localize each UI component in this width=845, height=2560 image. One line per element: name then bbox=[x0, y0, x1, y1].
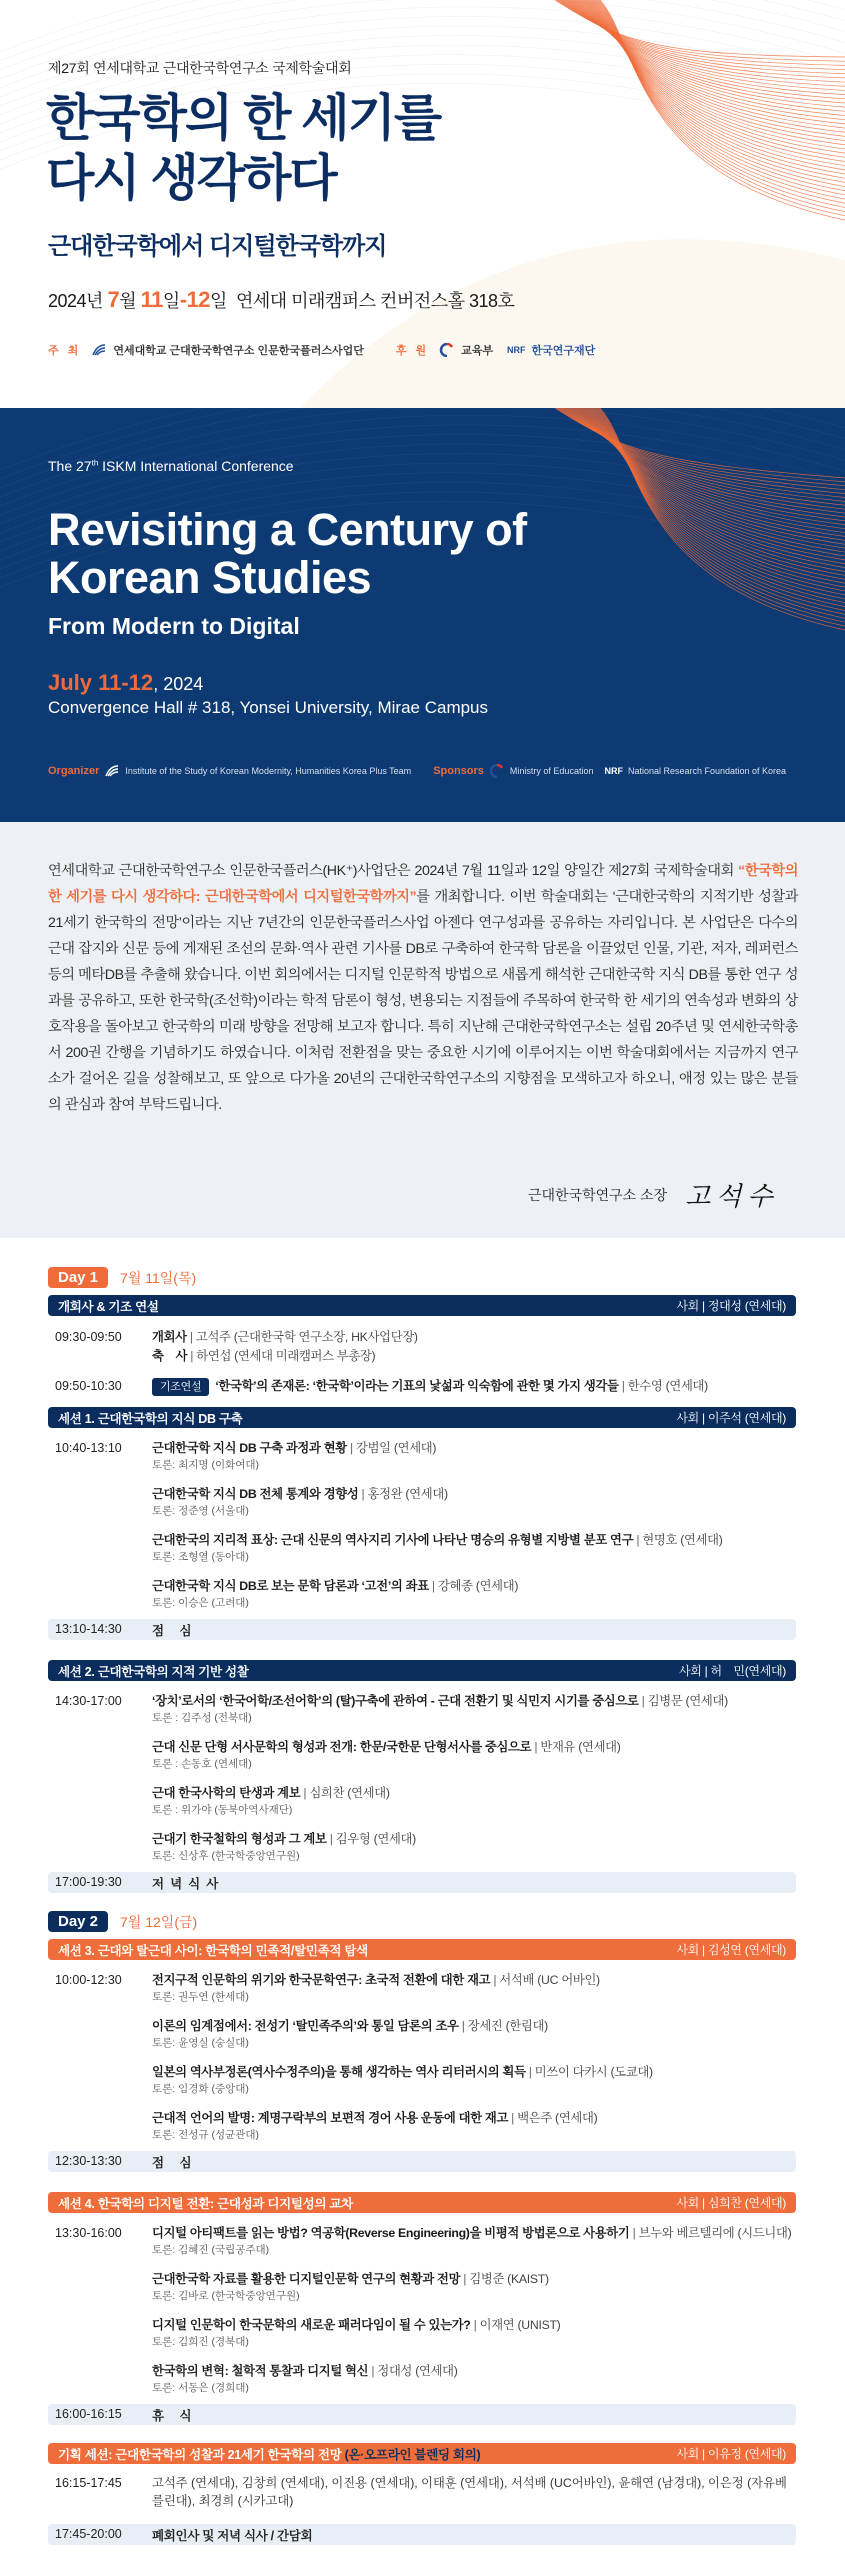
organizers-row bbox=[48, 342, 595, 358]
series-suffix: th bbox=[91, 458, 99, 468]
paper-item bbox=[152, 1485, 796, 1519]
english-title-line-2: Korean Studies bbox=[48, 552, 372, 603]
korean-hero bbox=[0, 0, 845, 408]
day-header bbox=[48, 1267, 796, 1288]
presenter: | 김병문 (연세대) bbox=[639, 1694, 728, 1708]
organizer-name: Institute of the Study of Korean Modernity, Humanities Korea Plus Team bbox=[125, 766, 412, 776]
series-name: ISKM International Conference bbox=[98, 458, 294, 474]
time-range: 09:50-10:30 bbox=[55, 1379, 122, 1393]
time-range: 16:15-17:45 bbox=[55, 2476, 122, 2490]
session-header bbox=[48, 2443, 796, 2464]
discussant: 토론: 서동은 (경희대) bbox=[152, 2382, 249, 2394]
discussant: 토론: 김희진 (경북대) bbox=[152, 2336, 249, 2348]
presenter: | 김병준 (KAIST) bbox=[460, 2272, 549, 2286]
paper-title: 이론의 임계점에서: 전성기 ‘탈민족주의’와 통일 담론의 조우 bbox=[152, 2019, 459, 2033]
session-chair: 사회 | 이유정 (연세대) bbox=[676, 2447, 786, 2461]
break-label: 저녁식사 bbox=[152, 1876, 225, 1891]
session-chair: 사회 | 이주석 (연세대) bbox=[676, 1411, 786, 1425]
paper-item bbox=[152, 1439, 796, 1473]
day-header bbox=[48, 1911, 796, 1932]
session-title-text: 세션 3. 근대와 탈근대 사이: 한국학의 민족적/탈민족적 탐색 bbox=[58, 1943, 368, 1958]
greeting-section bbox=[0, 822, 845, 1238]
paper-item bbox=[152, 2224, 796, 2258]
session-chair: 사회 | 허 민(연세대) bbox=[678, 1664, 786, 1678]
session-chair: 사회 | 심희찬 (연세대) bbox=[676, 2196, 786, 2210]
session-title-text: 세션 1. 근대한국학의 지식 DB 구축 bbox=[58, 1411, 243, 1426]
presenter: | 강혜종 (연세대) bbox=[429, 1579, 518, 1593]
organizer-label: 주 최 bbox=[48, 345, 82, 357]
session-title bbox=[58, 1662, 249, 1680]
break-label: 폐회인사 및 저녁 식사 / 간담회 bbox=[152, 2528, 313, 2543]
director-title: 근대한국학연구소 소장 bbox=[528, 1186, 668, 1203]
date-month-unit: 월 bbox=[119, 291, 141, 311]
date-year: 2024년 bbox=[48, 291, 108, 311]
background-wave-line bbox=[0, 0, 845, 60]
nrf-logo-icon: NRF bbox=[507, 345, 526, 355]
paper-title: 근대적 언어의 발명: 계명구락부의 보편적 경어 사용 운동에 대한 재고 bbox=[152, 2111, 509, 2125]
presenter: | 김우형 (연세대) bbox=[327, 1832, 416, 1846]
organizer-name: 연세대학교 근대한국학연구소 인문한국플러스사업단 bbox=[113, 345, 364, 357]
paper-title: 근대 한국사학의 탄생과 계보 bbox=[152, 1786, 301, 1800]
session-header bbox=[48, 1939, 796, 1960]
yonsei-logo-icon bbox=[91, 343, 107, 357]
break-label: 점 심 bbox=[152, 1623, 198, 1638]
discussant: 토론 : 김주성 (전북대) bbox=[152, 1712, 252, 1724]
ribbon-line bbox=[572, 408, 845, 536]
english-hero bbox=[0, 408, 845, 822]
day-date: 7월 12일(금) bbox=[120, 1913, 198, 1930]
english-title-line-1: Revisiting a Century of bbox=[48, 504, 527, 555]
conference-title-highlight: “한국학의 한 세기를 다시 생각하다: 근대한국학에서 디지털한국학까지” bbox=[48, 863, 798, 905]
paper-item bbox=[152, 1830, 796, 1864]
discussant: 토론: 정준영 (서울대) bbox=[152, 1505, 249, 1517]
discussant: 토론: 윤영실 (숭실대) bbox=[152, 2037, 249, 2049]
day-badge: Day 2 bbox=[48, 1911, 108, 1932]
english-organizers-row bbox=[48, 764, 786, 778]
title-line-1: 한국학의 한 세기를 bbox=[46, 90, 441, 146]
discussant: 토론: 조형열 (동아대) bbox=[152, 1551, 249, 1563]
program-schedule bbox=[48, 1267, 796, 2545]
paper-title: 근대 신문 단형 서사문학의 형성과 전개: 한문/국한문 단형서사를 중심으로 bbox=[152, 1740, 532, 1754]
break-label: 점 심 bbox=[152, 2155, 198, 2170]
schedule-row bbox=[48, 1328, 796, 1366]
date-month: 7 bbox=[107, 287, 120, 312]
break-row bbox=[48, 2524, 796, 2545]
item-speaker: | 고석주 (근대한국학 연구소장, HK사업단장) bbox=[187, 1330, 418, 1344]
background-wave-line bbox=[0, 408, 845, 487]
discussant: 토론: 최지명 (이화여대) bbox=[152, 1459, 260, 1471]
paper-item bbox=[152, 2109, 796, 2143]
title-line-2: 다시 생각하다 bbox=[46, 150, 336, 206]
date-day1-unit: 일 bbox=[162, 291, 180, 311]
paper-title: 근대한국학 자료를 활용한 디지털인문학 연구의 현황과 전망 bbox=[152, 2272, 461, 2286]
subtitle: 근대한국학에서 디지털한국학까지 bbox=[48, 233, 387, 260]
paper-title: 근대한국학 지식 DB 구축 과정과 현황 bbox=[152, 1441, 347, 1455]
nrf-logo-icon: NRF bbox=[604, 766, 623, 776]
session-title-text: 세션 2. 근대한국학의 지적 기반 성찰 bbox=[58, 1664, 249, 1679]
english-subtitle: From Modern to Digital bbox=[48, 613, 300, 639]
director-signature-block bbox=[528, 1176, 779, 1213]
session-slot bbox=[48, 1681, 796, 1872]
paper-title: 근대기 한국철학의 형성과 그 계보 bbox=[152, 1832, 327, 1846]
paper-title: 디지털 아티팩트를 읽는 방법? 역공학(Reverse Engineering)을 비평적 방법론으로 사용하기 bbox=[152, 2226, 630, 2240]
item-title: 축 사 bbox=[152, 1349, 188, 1363]
presenter: | 이재연 (UNIST) bbox=[471, 2318, 561, 2332]
session-title-suffix: (온·오프라인 블렌딩 회의) bbox=[344, 2447, 481, 2462]
ribbon-line bbox=[588, 0, 845, 178]
paper-title: 근대한국학 지식 DB로 보는 문학 담론과 ‘고전’의 좌표 bbox=[152, 1579, 429, 1593]
time-range: 17:45-20:00 bbox=[55, 2527, 122, 2541]
sponsors-label: Sponsors bbox=[433, 765, 484, 777]
presenter: | 장세진 (한림대) bbox=[459, 2019, 548, 2033]
ribbon-line bbox=[593, 0, 845, 195]
keynote-badge: 기조연설 bbox=[152, 1378, 209, 1396]
english-date bbox=[48, 670, 203, 696]
item-speaker: | 하연섭 (연세대 미래캠퍼스 부총장) bbox=[187, 1349, 375, 1363]
event-date-venue bbox=[48, 287, 514, 313]
session-header bbox=[48, 1660, 796, 1681]
break-row bbox=[48, 1619, 796, 1640]
time-range: 13:30-16:00 bbox=[55, 2226, 122, 2240]
english-date-days: July 11-12 bbox=[48, 670, 154, 695]
session-title-text: 개회사 & 기조 연설 bbox=[58, 1299, 159, 1314]
time-range: 16:00-16:15 bbox=[55, 2407, 122, 2421]
session-title bbox=[58, 1941, 368, 1959]
session-slot bbox=[48, 1960, 796, 2151]
date-day1: 11 bbox=[140, 287, 163, 312]
roundtable-slot bbox=[48, 2464, 796, 2524]
paper-item bbox=[152, 1971, 796, 2005]
organizer-label: Organizer bbox=[48, 765, 100, 777]
opening-slot bbox=[48, 1316, 796, 1407]
sponsor-ministry: Ministry of Education bbox=[509, 766, 594, 776]
time-range: 09:30-09:50 bbox=[55, 1330, 122, 1344]
discussant: 토론: 임경화 (중앙대) bbox=[152, 2083, 249, 2095]
paper-title: 근대한국의 지리적 표상: 근대 신문의 역사지리 기사에 나타난 명승의 유형별 지방별 분포 연구 bbox=[152, 1533, 634, 1547]
paper-item bbox=[152, 2017, 796, 2051]
date-day2: 12 bbox=[186, 287, 211, 312]
time-range: 14:30-17:00 bbox=[55, 1694, 122, 1708]
director-signature: 고석수 bbox=[685, 1182, 779, 1212]
beige-wave bbox=[300, 239, 845, 408]
ribbon-line bbox=[578, 0, 845, 141]
break-label: 휴 식 bbox=[152, 2408, 198, 2423]
day-badge: Day 1 bbox=[48, 1267, 108, 1288]
session-title bbox=[58, 1409, 242, 1427]
time-range: 17:00-19:30 bbox=[55, 1875, 122, 1889]
paper-title: ‘장치’로서의 ‘한국어학/조선어학’의 (탈)구축에 관하여 - 근대 전환기 및 식민지 시기를 중심으로 bbox=[152, 1694, 639, 1708]
program-item bbox=[152, 1347, 796, 1365]
time-range: 10:00-12:30 bbox=[55, 1973, 122, 1987]
day-date: 7월 11일(목) bbox=[120, 1269, 197, 1286]
ribbon-line bbox=[564, 0, 845, 90]
session-title-text: 세션 4. 한국학의 디지털 전환: 근대성과 디지털성의 교차 bbox=[58, 2196, 353, 2211]
presenter: | 정대성 (연세대) bbox=[368, 2364, 457, 2378]
greeting-text-1: 연세대학교 근대한국학연구소 인문한국플러스(HK⁺)사업단은 2024년 7월 11일과 12일 양일간 제27회 국제학술대회 bbox=[48, 863, 739, 879]
paper-title: 전지구적 인문학의 위기와 한국문학연구: 초국적 전환에 대한 재고 bbox=[152, 1973, 491, 1987]
ribbon-line bbox=[600, 408, 845, 630]
discussant: 토론: 김혜진 (국립공주대) bbox=[152, 2244, 270, 2256]
paper-item bbox=[152, 1692, 796, 1726]
paper-item bbox=[152, 1784, 796, 1818]
session-header bbox=[48, 1407, 796, 1428]
greeting-paragraph bbox=[48, 858, 798, 1118]
program-item bbox=[152, 1377, 796, 1396]
discussant: 토론: 전성규 (성균관대) bbox=[152, 2129, 260, 2141]
venue: 연세대 미래캠퍼스 컨버전스홀 318호 bbox=[235, 291, 515, 311]
session-title bbox=[58, 2445, 480, 2463]
english-date-year: , 2024 bbox=[153, 674, 204, 694]
session-slot bbox=[48, 1428, 796, 1619]
series-number: The 27 bbox=[48, 458, 92, 474]
sponsor-nrf: 한국연구재단 bbox=[531, 345, 596, 357]
english-venue: Convergence Hall # 318, Yonsei University, Mirae Campus bbox=[48, 698, 489, 717]
break-row bbox=[48, 1872, 796, 1893]
item-title: ‘한국학’의 존재론: ‘한국학’이라는 기표의 낯섦과 익숙함에 관한 몇 가지 생각들 bbox=[215, 1379, 619, 1393]
ribbon-line bbox=[571, 0, 845, 116]
discussant: 토론 : 위가야 (동북아역사재단) bbox=[152, 1804, 293, 1816]
ministry-emblem-icon bbox=[489, 764, 505, 778]
sponsor-ministry: 교육부 bbox=[461, 345, 494, 357]
paper-item bbox=[152, 2063, 796, 2097]
paper-title: 디지털 인문학이 한국문학의 새로운 패러다임이 될 수 있는가? bbox=[152, 2318, 471, 2332]
discussant: 토론: 김바로 (한국학중앙연구원) bbox=[152, 2290, 300, 2302]
session-chair: 사회 | 정대성 (연세대) bbox=[676, 1299, 786, 1313]
paper-title: 근대한국학 지식 DB 전체 통계와 경향성 bbox=[152, 1487, 359, 1501]
paper-item bbox=[152, 2316, 796, 2350]
time-range: 10:40-13:10 bbox=[55, 1441, 122, 1455]
presenter: | 홍정완 (연세대) bbox=[358, 1487, 447, 1501]
series-label: 제27회 연세대학교 근대한국학연구소 국제학술대회 bbox=[48, 60, 352, 76]
presenter: | 백은주 (연세대) bbox=[508, 2111, 597, 2125]
time-range: 12:30-13:30 bbox=[55, 2154, 122, 2168]
session-title-text: 기획 세션: 근대한국학의 성찰과 21세기 한국학의 전망 bbox=[58, 2447, 345, 2462]
presenter: | 브누와 베르텔리에 (시드니대) bbox=[629, 2226, 791, 2240]
paper-item bbox=[152, 2270, 796, 2304]
ribbon-line bbox=[595, 0, 845, 203]
presenter: | 반재유 (연세대) bbox=[531, 1740, 620, 1754]
session-title bbox=[58, 2194, 353, 2212]
paper-title: 일본의 역사부정론(역사수정주의)을 통해 생각하는 역사 리터러시의 획득 bbox=[152, 2065, 526, 2079]
sponsor-nrf: National Research Foundation of Korea bbox=[627, 766, 787, 776]
ministry-emblem-icon bbox=[439, 343, 455, 357]
presenter: | 서석배 (UC 어바인) bbox=[490, 1973, 600, 1987]
english-series-label bbox=[48, 458, 294, 474]
program-item bbox=[152, 1328, 796, 1346]
greeting-text-2: 를 개최합니다. 이번 학술대회는 ‘근대한국학의 지적기반 성찰과 21세기 한국학의 전망’이라는 지난 7년간의 인문한국플러스사업 아젠다 연구성과를 공유하는 자리입니다. 본 사업단은 다수의 근대 잡지와 신문 등에 게재된 조선의 문화·역사 관련 기사를 DB로 구축하여 한국학 담론을 이끌었던 인물, 기관, 저자, 레퍼런스 등의 메타DB를 추출해 왔습니다. 이번 회의에서는 디지털 인문학적 방법으로 새롭게 해석한 근대한국학 지식 DB를 통한 연구 성과를 공유하고, 또한 한국학(조선학)이라는 학적 담론이 형성, 변용되는 지점들에 주목하여 한국학 한 세기의 연속성과 변화의 상호작용을 돌아보고 한국학의 미래 방향을 전망해 보고자 합니다. 특히 지난해 근대한국학연구소는 설립 20주년 및 연세한국학총서 200권 간행을 기념하기도 하였습니다. 이처럼 전환점을 맞는 중요한 시기에 이루어지는 이번 학술대회에서는 지금까지 연구소가 걸어온 길을 성찰해보고, 또 앞으로 다가올 20년의 근대한국학연구소의 지향점을 모색하고자 하오니, 애정 있는 많은 분들의 관심과 참여 부탁드립니다. bbox=[48, 889, 798, 1113]
paper-item bbox=[152, 1531, 796, 1565]
session-title bbox=[58, 1297, 159, 1315]
presenter: | 현명호 (연세대) bbox=[633, 1533, 722, 1547]
discussant: 토론: 권두연 (한세대) bbox=[152, 1991, 249, 2003]
item-speaker: | 한수영 (연세대) bbox=[619, 1379, 708, 1393]
break-row bbox=[48, 2151, 796, 2172]
paper-title: 한국학의 변혁: 철학적 통찰과 디지털 혁신 bbox=[152, 2364, 369, 2378]
sponsor-label: 후 원 bbox=[395, 345, 430, 357]
yonsei-logo-icon bbox=[104, 764, 120, 778]
item-title: 개회사 bbox=[152, 1330, 187, 1344]
presenter: | 심희찬 (연세대) bbox=[300, 1786, 389, 1800]
date-dash: - bbox=[179, 287, 187, 312]
presenter: | 미쓰이 다카시 (도쿄대) bbox=[526, 2065, 653, 2079]
time-range: 13:10-14:30 bbox=[55, 1622, 122, 1636]
date-day2-unit: 일 bbox=[210, 291, 227, 311]
schedule-row bbox=[48, 1377, 796, 1397]
discussant: 토론: 신상후 (한국학중앙연구원) bbox=[152, 1850, 300, 1862]
discussant: 토론: 이승은 (고려대) bbox=[152, 1597, 249, 1609]
session-slot bbox=[48, 2213, 796, 2404]
paper-item bbox=[152, 2362, 796, 2396]
participants: 고석주 (연세대), 김창희 (연세대), 이진용 (연세대), 이태훈 (연세대), 서석배 (UC어바인), 윤해연 (남경대), 이은정 (자유베를린대), 최경희 (시카고대) bbox=[152, 2476, 787, 2508]
break-row bbox=[48, 2404, 796, 2425]
discussant: 토론 : 손동호 (연세대) bbox=[152, 1758, 252, 1770]
presenter: | 강범일 (연세대) bbox=[347, 1441, 436, 1455]
session-header bbox=[48, 2192, 796, 2213]
session-chair: 사회 | 김성연 (연세대) bbox=[676, 1943, 786, 1957]
paper-item bbox=[152, 1738, 796, 1772]
paper-item bbox=[152, 1577, 796, 1611]
session-header bbox=[48, 1295, 796, 1316]
